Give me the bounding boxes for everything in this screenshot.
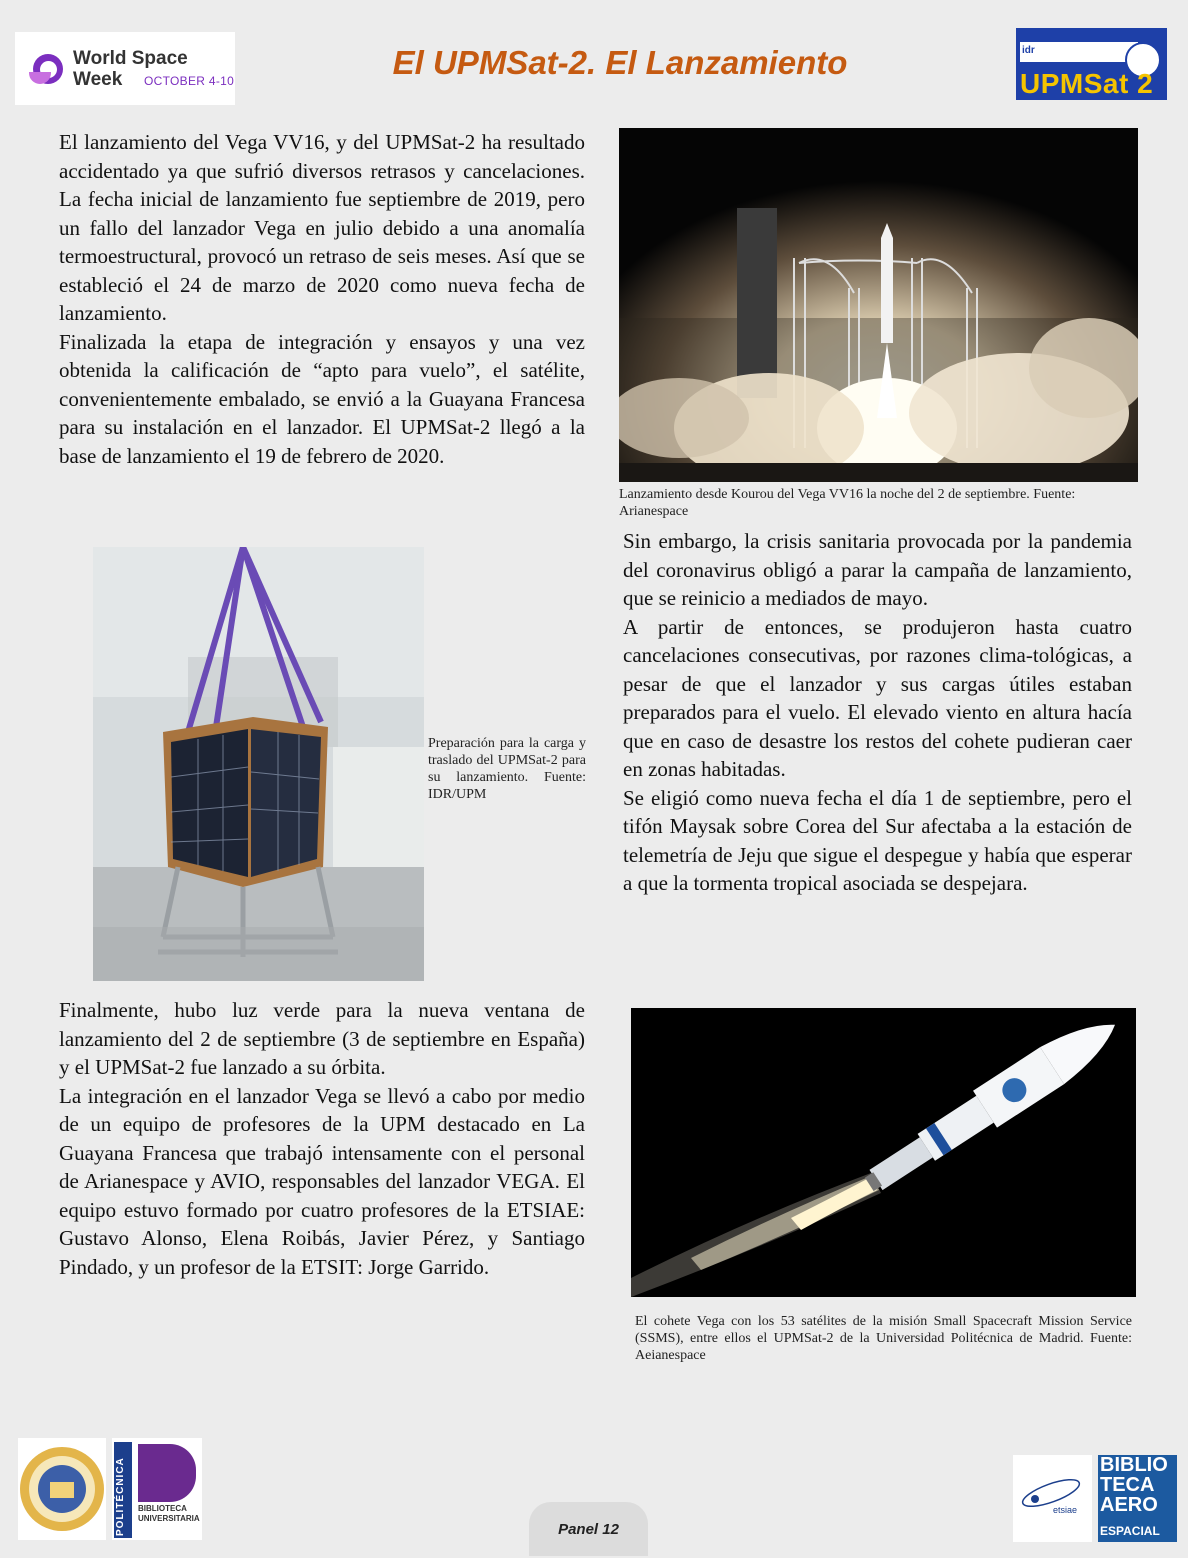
rocket-space-illustration bbox=[631, 1008, 1136, 1297]
paragraph-7: La integración en el lanzador Vega se llevó a cabo por medio de un equipo de profesores de la UPM destacado en La Guayana Francesa que trabajó intensamente con el personal de Arianespace y AVIO, responsables del lanzador VEGA. El equipo estuvo formado por cuatro profesores de la ETSIAE: Gustavo Alonso, Elena Roibás, Javier Pérez, y Santiago Pindado, y un profesor de la ETSIT: Jorge Garrido. bbox=[59, 1083, 585, 1279]
espacial-line: ESPACIAL bbox=[1100, 1524, 1160, 1538]
logo-stripe bbox=[1020, 42, 1138, 62]
teca-line: TECA bbox=[1100, 1474, 1155, 1496]
rocket-image-caption: El cohete Vega con los 53 satélites de la misión Small Spacecraft Mission Service (SSMS), entre ellos el UPMSat-2 de la Universidad Politécnica de Madrid. Fuente: Aeianespace bbox=[635, 1314, 1132, 1363]
biblioteca-aeroespacial-logo bbox=[1098, 1455, 1177, 1542]
upm-seal-logo bbox=[18, 1438, 106, 1540]
etsiae-orbit-icon bbox=[1013, 1455, 1092, 1542]
world-space-week-icon bbox=[33, 54, 63, 84]
paragraph-1: El lanzamiento del Vega VV16, y del UPMSat-2 ha resultado accidentado ya que sufrió diversos retrasos y cancelaciones. La fecha inicial de lanzamiento fue septiembre de 2019, pero un fallo del lanzador Vega en julio debido a una anomalía termoestructural, provocó un retraso de seis meses. Así que se estableció el 24 de marzo de 2020 como nueva fecha de lanzamiento. bbox=[59, 130, 585, 325]
launch-photo-illustration bbox=[619, 128, 1138, 482]
upmsat2-logo bbox=[1016, 28, 1167, 100]
rocket-space-image bbox=[631, 1008, 1136, 1297]
b-mark-icon bbox=[138, 1444, 196, 1502]
page-title: El UPMSat-2. El Lanzamiento bbox=[392, 44, 848, 81]
paragraph-6: Finalmente, hubo luz verde para la nueva ventana de lanzamiento del 2 de septiembre (3 de septiembre en España) y el UPMSat-2 fue lanzado a su órbita. bbox=[59, 998, 585, 1079]
wsw-line1: World Space bbox=[73, 48, 188, 69]
biblioteca-universitaria-logo bbox=[112, 1438, 202, 1540]
satellite-photo bbox=[93, 547, 424, 981]
satellite-photo-caption: Preparación para la carga y traslado del UPMSat-2 para su lanzamiento. Fuente: IDR/UPM bbox=[428, 736, 586, 802]
etsiae-logo bbox=[1013, 1455, 1092, 1542]
upm-seal-icon bbox=[18, 1438, 106, 1540]
panel-number: Panel 12 bbox=[529, 1502, 648, 1556]
aero-line: AERO bbox=[1100, 1494, 1158, 1516]
world-space-week-logo bbox=[15, 32, 235, 105]
paragraph-3: Sin embargo, la crisis sanitaria provocada por la pandemia del coronavirus obligó a parar la campaña de lanzamiento, que se reinicio a mediados de mayo. bbox=[623, 529, 1132, 610]
satellite-photo-illustration bbox=[93, 547, 424, 981]
biblio-line: BIBLIO bbox=[1100, 1455, 1168, 1476]
logo-text: UPMSat 2 bbox=[1020, 68, 1154, 99]
logo-idr: idr bbox=[1022, 45, 1035, 56]
etsiae-label: etsiae bbox=[1053, 1505, 1078, 1515]
left-text-top bbox=[59, 128, 585, 470]
politecnica-label: POLITÉCNICA bbox=[115, 1457, 126, 1536]
biblioteca-label: BIBLIOTECA UNIVERSITARIA bbox=[138, 1504, 200, 1523]
launch-photo-caption: Lanzamiento desde Kourou del Vega VV16 la noche del 2 de septiembre. Fuente: Arianespace bbox=[619, 487, 1076, 519]
paragraph-4: A partir de entonces, se produjeron hasta cuatro cancelaciones consecutivas, por razones clima-tológicas, a pesar de que el lanzador y sus cargas útiles estaban preparados para el vuelo. El elevado viento en altura hacía que en caso de desastre los restos del cohete pudieran caer en zonas habitadas. bbox=[623, 614, 1132, 781]
paragraph-5: Se eligió como nueva fecha el día 1 de septiembre, pero el tifón Maysak sobre Corea del Sur afectaba a la estación de telemetría de Jeju que sigue el despegue y había que esperar a que la tormenta tropical asociada se despejara. bbox=[623, 785, 1132, 895]
launch-photo bbox=[619, 128, 1138, 482]
paragraph-2: Finalizada la etapa de integración y ensayos y una vez obtenida la calificación de “apto para vuelo”, el satélite, convenientemente embalado, se envió a la Guayana Francesa para su instalación en el lanzador. El UPMSat-2 llegó a la base de lanzamiento el 19 de febrero de 2020. bbox=[59, 329, 585, 468]
right-text-middle bbox=[623, 527, 1132, 898]
left-text-bottom bbox=[59, 996, 585, 1281]
wsw-line2: Week bbox=[73, 69, 123, 90]
wsw-dates: OCTOBER 4-10 bbox=[144, 74, 235, 88]
